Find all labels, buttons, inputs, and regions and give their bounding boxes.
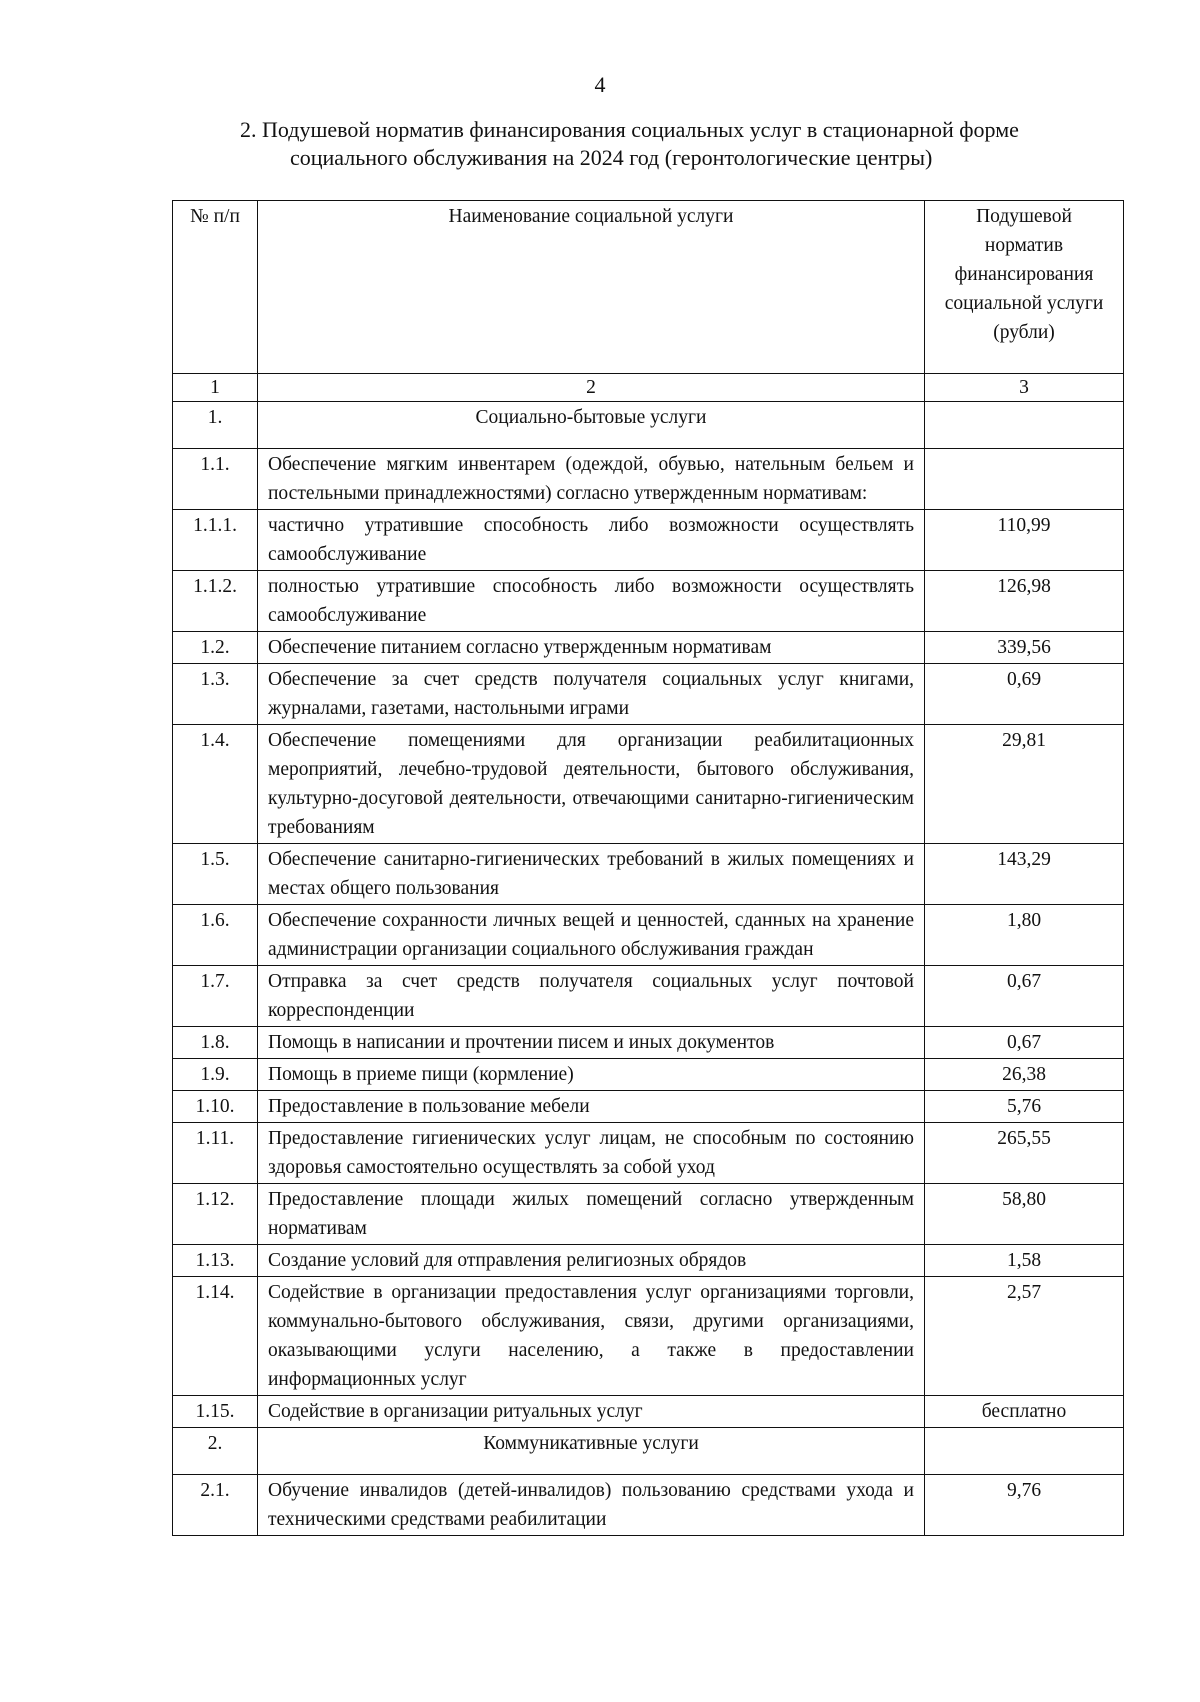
row-num: 1. [173, 402, 258, 449]
table-row [173, 844, 1124, 905]
row-name: Обучение инвалидов (детей-инвалидов) пользованию средствами ухода и техническими средствами реабилитации [258, 1475, 925, 1536]
row-num: 1.13. [173, 1245, 258, 1277]
row-name: Обеспечение санитарно-гигиенических требований в жилых помещениях и местах общего пользования [258, 844, 925, 905]
row-num: 1.14. [173, 1277, 258, 1396]
row-name: Обеспечение за счет средств получателя социальных услуг книгами, журналами, газетами, настольными играми [258, 664, 925, 725]
row-value: 2,57 [925, 1277, 1124, 1396]
row-num: 1.3. [173, 664, 258, 725]
page-number: 4 [594, 72, 606, 97]
row-value: 58,80 [925, 1184, 1124, 1245]
column-number: 1 [173, 374, 258, 402]
row-num: 1.7. [173, 966, 258, 1027]
row-value [925, 1428, 1124, 1475]
row-num: 1.8. [173, 1027, 258, 1059]
row-name: Отправка за счет средств получателя социальных услуг почтовой корреспонденции [258, 966, 925, 1027]
row-name: Обеспечение мягким инвентарем (одеждой, обувью, нательным бельем и постельными принадлежностями) согласно утвержденным нормативам: [258, 449, 925, 510]
row-num: 1.1. [173, 449, 258, 510]
table-row [173, 1059, 1124, 1091]
row-num: 1.1.2. [173, 571, 258, 632]
row-value: 126,98 [925, 571, 1124, 632]
services-table [172, 200, 1124, 1536]
row-value: 5,76 [925, 1091, 1124, 1123]
row-value: 0,67 [925, 1027, 1124, 1059]
row-name: Обеспечение помещениями для организации реабилитационных мероприятий, лечебно-трудовой деятельности, бытового обслуживания, культурно-досуговой деятельности, отвечающими санитарно-гигиеническим требованиям [258, 725, 925, 844]
row-name: Содействие в организации ритуальных услуг [258, 1396, 925, 1428]
row-num: 1.2. [173, 632, 258, 664]
table-row [173, 966, 1124, 1027]
row-value: 143,29 [925, 844, 1124, 905]
row-num: 1.4. [173, 725, 258, 844]
table-row [173, 1396, 1124, 1428]
row-value: 0,69 [925, 664, 1124, 725]
table-row [173, 632, 1124, 664]
table-row-section [173, 402, 1124, 449]
table-row [173, 1475, 1124, 1536]
row-num: 1.11. [173, 1123, 258, 1184]
row-name: Обеспечение питанием согласно утвержденным нормативам [258, 632, 925, 664]
row-num: 2. [173, 1428, 258, 1475]
row-name: Обеспечение сохранности личных вещей и ценностей, сданных на хранение администрации организации социального обслуживания граждан [258, 905, 925, 966]
section-title: Коммуникативные услуги [258, 1428, 925, 1475]
row-value: 110,99 [925, 510, 1124, 571]
table-row [173, 1027, 1124, 1059]
table-row [173, 664, 1124, 725]
title-line-1: 2. Подушевой норматив финансирования социальных услуг в стационарной форме [240, 117, 1019, 142]
row-name: Помощь в написании и прочтении писем и иных документов [258, 1027, 925, 1059]
table-row [173, 571, 1124, 632]
table-row [173, 1277, 1124, 1396]
row-name: частично утратившие способность либо возможности осуществлять самообслуживание [258, 510, 925, 571]
table-row [173, 905, 1124, 966]
row-value [925, 449, 1124, 510]
row-name: Предоставление гигиенических услуг лицам, не способным по состоянию здоровья самостоятельно осуществлять за собой уход [258, 1123, 925, 1184]
row-num: 1.6. [173, 905, 258, 966]
row-value: 1,80 [925, 905, 1124, 966]
header-value: Подушевой норматив финансирования социальной услуги (рубли) [925, 201, 1124, 374]
row-value: 0,67 [925, 966, 1124, 1027]
header-name: Наименование социальной услуги [258, 201, 925, 374]
row-num: 2.1. [173, 1475, 258, 1536]
document-title [240, 116, 1140, 172]
row-value: 26,38 [925, 1059, 1124, 1091]
row-value: 9,76 [925, 1475, 1124, 1536]
row-value: 1,58 [925, 1245, 1124, 1277]
table-row [173, 1245, 1124, 1277]
row-num: 1.5. [173, 844, 258, 905]
row-num: 1.1.1. [173, 510, 258, 571]
row-name: Создание условий для отправления религиозных обрядов [258, 1245, 925, 1277]
title-line-2: социального обслуживания на 2024 год (геронтологические центры) [290, 145, 933, 170]
row-value [925, 402, 1124, 449]
table-header-row [173, 201, 1124, 374]
row-name: Предоставление площади жилых помещений согласно утвержденным нормативам [258, 1184, 925, 1245]
row-name: Содействие в организации предоставления услуг организациями торговли, коммунально-бытового обслуживания, связи, другими организациями, оказывающими услуги населению, а также в предоставлении информационных услуг [258, 1277, 925, 1396]
table-row [173, 510, 1124, 571]
row-num: 1.15. [173, 1396, 258, 1428]
column-numbers-row [173, 374, 1124, 402]
table-row [173, 1184, 1124, 1245]
row-value: 339,56 [925, 632, 1124, 664]
header-num: № п/п [173, 201, 258, 374]
row-name: полностью утратившие способность либо возможности осуществлять самообслуживание [258, 571, 925, 632]
table-row [173, 449, 1124, 510]
row-num: 1.12. [173, 1184, 258, 1245]
row-value: 265,55 [925, 1123, 1124, 1184]
row-name: Помощь в приеме пищи (кормление) [258, 1059, 925, 1091]
table-row [173, 725, 1124, 844]
column-number: 3 [925, 374, 1124, 402]
row-value: 29,81 [925, 725, 1124, 844]
row-num: 1.9. [173, 1059, 258, 1091]
row-name: Предоставление в пользование мебели [258, 1091, 925, 1123]
section-title: Социально-бытовые услуги [258, 402, 925, 449]
row-value: бесплатно [925, 1396, 1124, 1428]
table-row [173, 1091, 1124, 1123]
column-number: 2 [258, 374, 925, 402]
table-row [173, 1123, 1124, 1184]
table-row-section [173, 1428, 1124, 1475]
row-num: 1.10. [173, 1091, 258, 1123]
